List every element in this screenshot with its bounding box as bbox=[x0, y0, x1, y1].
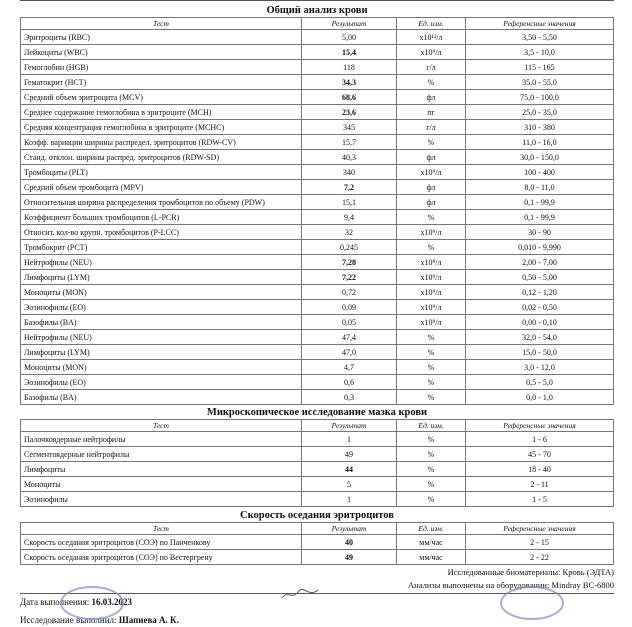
stamp-left bbox=[60, 586, 124, 620]
cell-test: Лимфоциты (LYM) bbox=[21, 270, 302, 285]
smear-table-body bbox=[21, 432, 614, 507]
table-row bbox=[21, 150, 614, 165]
cell-unit: x10⁹/л bbox=[397, 300, 466, 315]
cell-result: 7,2 bbox=[302, 180, 397, 195]
cell-unit: фл bbox=[397, 150, 466, 165]
biomaterial-note: Исследованные биоматериалы: Кровь (ЭДТА) bbox=[447, 567, 614, 577]
table-row bbox=[21, 180, 614, 195]
cell-test: Относительная ширина распределения тромбоцитов по объему (PDW) bbox=[21, 195, 302, 210]
table-row bbox=[21, 165, 614, 180]
cell-unit: г/л bbox=[397, 60, 466, 75]
header-result: Результат bbox=[302, 420, 397, 432]
cell-unit: мм/час bbox=[397, 550, 466, 565]
cell-reference: 0,12 - 1,20 bbox=[466, 285, 614, 300]
cell-result: 47,0 bbox=[302, 345, 397, 360]
cell-result: 1 bbox=[302, 432, 397, 447]
header-reference: Референсные значения bbox=[466, 523, 614, 535]
table-row bbox=[21, 225, 614, 240]
table-row bbox=[21, 120, 614, 135]
header-reference: Референсные значения bbox=[466, 420, 614, 432]
cell-test: Моноциты (MON) bbox=[21, 360, 302, 375]
cell-reference: 0,02 - 0,50 bbox=[466, 300, 614, 315]
table-row bbox=[21, 195, 614, 210]
cell-reference: 0,1 - 99,9 bbox=[466, 210, 614, 225]
table-row bbox=[21, 240, 614, 255]
cell-reference: 0,5 - 5,0 bbox=[466, 375, 614, 390]
cell-test: Нейтрофилы (NEU) bbox=[21, 330, 302, 345]
cell-unit: x10⁹/л bbox=[397, 165, 466, 180]
cell-result: 7,28 bbox=[302, 255, 397, 270]
section-title-blood: Общий анализ крови bbox=[266, 5, 368, 16]
cell-test: Тромбоциты (PLT) bbox=[21, 165, 302, 180]
table-header bbox=[21, 18, 614, 30]
cell-test: Станд. отклон. ширины распред. эритроцитов (RDW-SD) bbox=[21, 150, 302, 165]
cell-result: 9,4 bbox=[302, 210, 397, 225]
cell-test: Палочкоядерные нейтрофилы bbox=[21, 432, 302, 447]
table-row bbox=[21, 270, 614, 285]
cell-test: Нейтрофилы (NEU) bbox=[21, 255, 302, 270]
cell-reference: 0,1 - 99,9 bbox=[466, 195, 614, 210]
cell-result: 5,00 bbox=[302, 30, 397, 45]
cell-unit: % bbox=[397, 375, 466, 390]
equipment-note: Анализы выполнены на оборудовании: Mindray BC-6800 bbox=[408, 580, 614, 590]
cell-unit: % bbox=[397, 462, 466, 477]
cell-test: Коэфф. вариации ширины распредел. эритроцитов (RDW-CV) bbox=[21, 135, 302, 150]
cell-test: Лейкоциты (WBC) bbox=[21, 45, 302, 60]
cell-result: 340 bbox=[302, 165, 397, 180]
cell-reference: 0,50 - 5,00 bbox=[466, 270, 614, 285]
cell-reference: 3,5 - 10,0 bbox=[466, 45, 614, 60]
lab-report bbox=[20, 0, 614, 627]
cell-result: 118 bbox=[302, 60, 397, 75]
cell-result: 49 bbox=[302, 447, 397, 462]
table-row bbox=[21, 105, 614, 120]
cell-result: 0,05 bbox=[302, 315, 397, 330]
cell-reference: 100 - 400 bbox=[466, 165, 614, 180]
cell-test: Эозинофилы bbox=[21, 492, 302, 507]
table-row bbox=[21, 45, 614, 60]
cell-test: Базофилы (BA) bbox=[21, 315, 302, 330]
table-row bbox=[21, 492, 614, 507]
header-result: Результат bbox=[302, 523, 397, 535]
blood-table-body bbox=[21, 30, 614, 405]
table-row bbox=[21, 90, 614, 105]
cell-unit: мм/час bbox=[397, 535, 466, 550]
cell-unit: x10⁹/л bbox=[397, 255, 466, 270]
cell-reference: 0,010 - 9,990 bbox=[466, 240, 614, 255]
cell-unit: % bbox=[397, 210, 466, 225]
cell-test: Гематокрит (HCT) bbox=[21, 75, 302, 90]
cell-reference: 32,0 - 54,0 bbox=[466, 330, 614, 345]
header-result: Результат bbox=[302, 18, 397, 30]
cell-unit: пг bbox=[397, 105, 466, 120]
cell-result: 7,22 bbox=[302, 270, 397, 285]
header-unit: Ед. изм. bbox=[397, 18, 466, 30]
stamp-right bbox=[500, 586, 564, 620]
cell-result: 5 bbox=[302, 477, 397, 492]
cell-reference: 3,50 - 5,50 bbox=[466, 30, 614, 45]
table-row bbox=[21, 375, 614, 390]
table-row bbox=[21, 550, 614, 565]
esr-table-body bbox=[21, 535, 614, 565]
cell-reference: 2 - 11 bbox=[466, 477, 614, 492]
cell-reference: 11,0 - 16,0 bbox=[466, 135, 614, 150]
cell-test: Скорость оседания эритроцитов (СОЭ) по Вестергрену bbox=[21, 550, 302, 565]
date-value: 16.03.2023 bbox=[91, 597, 133, 607]
cell-result: 32 bbox=[302, 225, 397, 240]
blood-table bbox=[20, 17, 614, 405]
cell-result: 0,3 bbox=[302, 390, 397, 405]
performer-value: Шапиева А. К. bbox=[118, 615, 179, 625]
cell-result: 40 bbox=[302, 535, 397, 550]
cell-unit: x10⁹/л bbox=[397, 225, 466, 240]
header-reference: Референсные значения bbox=[466, 18, 614, 30]
table-row bbox=[21, 462, 614, 477]
cell-test: Средняя концентрация гемоглобина в эритроците (MCHC) bbox=[21, 120, 302, 135]
section-title-esr: Скорость оседания эритроцитов bbox=[240, 510, 394, 521]
cell-reference: 30 - 90 bbox=[466, 225, 614, 240]
header-test: Тест bbox=[21, 523, 302, 535]
cell-test: Среднее содержание гемоглобина в эритроците (MCH) bbox=[21, 105, 302, 120]
cell-result: 23,6 bbox=[302, 105, 397, 120]
cell-reference: 25,0 - 35,0 bbox=[466, 105, 614, 120]
cell-unit: % bbox=[397, 240, 466, 255]
cell-test: Гемоглобин (HGB) bbox=[21, 60, 302, 75]
table-row bbox=[21, 360, 614, 375]
table-row bbox=[21, 210, 614, 225]
cell-test: Лимфоциты bbox=[21, 462, 302, 477]
cell-unit: % bbox=[397, 135, 466, 150]
cell-reference: 75,0 - 100,0 bbox=[466, 90, 614, 105]
date-label: Дата выполнения: bbox=[20, 597, 90, 607]
cell-result: 15,7 bbox=[302, 135, 397, 150]
cell-test: Коэффициент больших тромбоцитов (L-PCR) bbox=[21, 210, 302, 225]
cell-reference: 35,0 - 55,0 bbox=[466, 75, 614, 90]
cell-test: Моноциты (MON) bbox=[21, 285, 302, 300]
cell-unit: % bbox=[397, 447, 466, 462]
cell-unit: % bbox=[397, 360, 466, 375]
cell-test: Эозинофилы (EO) bbox=[21, 300, 302, 315]
cell-unit: г/л bbox=[397, 120, 466, 135]
cell-result: 0,09 bbox=[302, 300, 397, 315]
cell-unit: x10⁹/л bbox=[397, 270, 466, 285]
cell-reference: 0,0 - 1,0 bbox=[466, 390, 614, 405]
cell-test: Сегментоядерные нейтрофилы bbox=[21, 447, 302, 462]
cell-result: 34,3 bbox=[302, 75, 397, 90]
cell-test: Лимфоциты (LYM) bbox=[21, 345, 302, 360]
table-row bbox=[21, 477, 614, 492]
section-title-smear: Микроскопическое исследование мазка крови bbox=[206, 407, 428, 418]
cell-unit: % bbox=[397, 345, 466, 360]
cell-test: Относит. кол-во крупн. тромбоцитов (P-LCC) bbox=[21, 225, 302, 240]
cell-result: 68,6 bbox=[302, 90, 397, 105]
cell-test: Базофилы (BA) bbox=[21, 390, 302, 405]
cell-reference: 18 - 40 bbox=[466, 462, 614, 477]
cell-reference: 2 - 22 bbox=[466, 550, 614, 565]
cell-unit: % bbox=[397, 330, 466, 345]
cell-result: 0,245 bbox=[302, 240, 397, 255]
cell-unit: x10⁹/л bbox=[397, 285, 466, 300]
cell-reference: 310 - 380 bbox=[466, 120, 614, 135]
cell-test: Эритроциты (RBC) bbox=[21, 30, 302, 45]
table-row bbox=[21, 432, 614, 447]
cell-unit: % bbox=[397, 492, 466, 507]
performer-label: Исследование выполнил: bbox=[20, 615, 117, 625]
signature bbox=[280, 588, 320, 600]
table-row bbox=[21, 255, 614, 270]
cell-unit: фл bbox=[397, 90, 466, 105]
table-row bbox=[21, 447, 614, 462]
cell-result: 47,4 bbox=[302, 330, 397, 345]
cell-result: 15,4 bbox=[302, 45, 397, 60]
cell-unit: % bbox=[397, 432, 466, 447]
cell-result: 44 bbox=[302, 462, 397, 477]
cell-reference: 30,0 - 150,0 bbox=[466, 150, 614, 165]
table-row bbox=[21, 345, 614, 360]
cell-reference: 45 - 70 bbox=[466, 447, 614, 462]
table-row bbox=[21, 535, 614, 550]
table-row bbox=[21, 285, 614, 300]
cell-result: 0,6 bbox=[302, 375, 397, 390]
cell-reference: 1 - 5 bbox=[466, 492, 614, 507]
smear-table bbox=[20, 419, 614, 507]
cell-unit: % bbox=[397, 390, 466, 405]
cell-reference: 0,00 - 0,10 bbox=[466, 315, 614, 330]
cell-reference: 2 - 15 bbox=[466, 535, 614, 550]
cell-test: Средний объем тромбоцита (MPV) bbox=[21, 180, 302, 195]
table-row bbox=[21, 300, 614, 315]
header-unit: Ед. изм. bbox=[397, 523, 466, 535]
cell-result: 345 bbox=[302, 120, 397, 135]
cell-unit: x10⁹/л bbox=[397, 315, 466, 330]
cell-result: 0,72 bbox=[302, 285, 397, 300]
cell-test: Эозинофилы (EO) bbox=[21, 375, 302, 390]
table-row bbox=[21, 390, 614, 405]
cell-result: 1 bbox=[302, 492, 397, 507]
cell-unit: % bbox=[397, 75, 466, 90]
cell-reference: 1 - 6 bbox=[466, 432, 614, 447]
table-row bbox=[21, 315, 614, 330]
cell-result: 15,1 bbox=[302, 195, 397, 210]
table-header bbox=[21, 523, 614, 535]
cell-test: Скорость оседания эритроцитов (СОЭ) по Панченкову bbox=[21, 535, 302, 550]
cell-result: 49 bbox=[302, 550, 397, 565]
cell-reference: 8,0 - 11,0 bbox=[466, 180, 614, 195]
table-row bbox=[21, 30, 614, 45]
table-row bbox=[21, 75, 614, 90]
cell-unit: фл bbox=[397, 195, 466, 210]
header-test: Тест bbox=[21, 18, 302, 30]
table-row bbox=[21, 60, 614, 75]
table-row bbox=[21, 330, 614, 345]
cell-result: 40,3 bbox=[302, 150, 397, 165]
cell-reference: 2,00 - 7,00 bbox=[466, 255, 614, 270]
cell-test: Средний объем эритроцита (MCV) bbox=[21, 90, 302, 105]
cell-unit: x10¹²/л bbox=[397, 30, 466, 45]
cell-result: 4,7 bbox=[302, 360, 397, 375]
cell-unit: % bbox=[397, 477, 466, 492]
cell-unit: x10⁹/л bbox=[397, 45, 466, 60]
esr-table bbox=[20, 522, 614, 565]
header-unit: Ед. изм. bbox=[397, 420, 466, 432]
cell-test: Моноциты bbox=[21, 477, 302, 492]
cell-test: Тромбокрит (PCT) bbox=[21, 240, 302, 255]
table-header bbox=[21, 420, 614, 432]
cell-unit: фл bbox=[397, 180, 466, 195]
table-row bbox=[21, 135, 614, 150]
header-test: Тест bbox=[21, 420, 302, 432]
cell-reference: 115 - 165 bbox=[466, 60, 614, 75]
cell-reference: 15,0 - 50,0 bbox=[466, 345, 614, 360]
cell-reference: 3,0 - 12,0 bbox=[466, 360, 614, 375]
